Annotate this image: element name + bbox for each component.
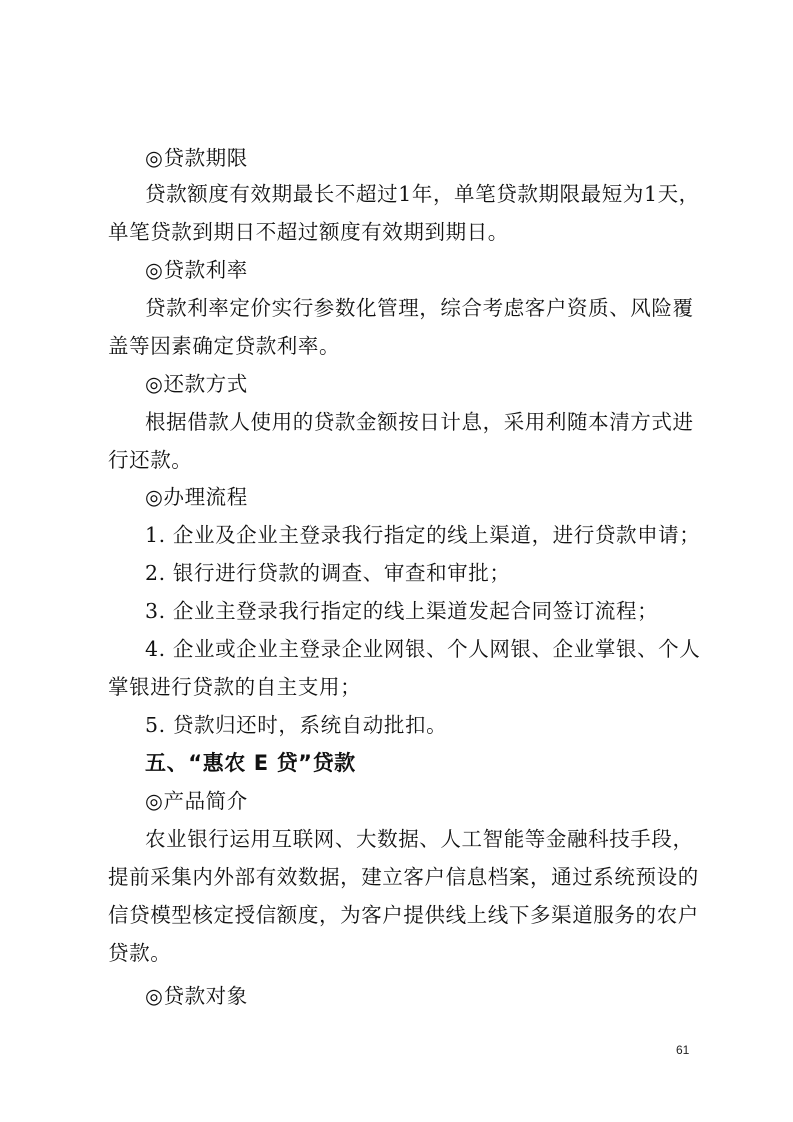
paragraph-line: 根据借款人使用的贷款金额按日计息，采用利随本清方式进: [145, 410, 694, 434]
process-step: 3. 企业主登录我行指定的线上渠道发起合同签订流程；: [145, 599, 659, 623]
paragraph-line: 盖等因素确定贷款利率。: [108, 334, 341, 358]
section-heading-process: ◎办理流程: [145, 485, 248, 509]
paragraph-line: 贷款额度有效期最长不超过1年，单笔贷款期限最短为1天，: [145, 182, 700, 206]
section-heading-repayment: ◎还款方式: [145, 372, 248, 396]
section-heading-product-intro: ◎产品简介: [145, 789, 248, 813]
paragraph-line: 行还款。: [108, 448, 193, 472]
process-step: 4. 企业或企业主登录企业网银、个人网银、企业掌银、个人: [145, 637, 701, 661]
section-heading-loan-rate: ◎贷款利率: [145, 258, 248, 282]
process-step: 5. 贷款归还时，系统自动批扣。: [145, 713, 448, 737]
paragraph-line: 单笔贷款到期日不超过额度有效期到期日。: [108, 220, 509, 244]
chapter-heading: 五、“惠农 E 贷”贷款: [145, 751, 356, 775]
paragraph-line: 贷款。: [108, 941, 172, 965]
section-heading-loan-term: ◎贷款期限: [145, 146, 248, 170]
section-heading-loan-target: ◎贷款对象: [145, 984, 248, 1008]
paragraph-line: 贷款利率定价实行参数化管理，综合考虑客户资质、风险覆: [145, 296, 694, 320]
process-step: 2. 银行进行贷款的调查、审查和审批；: [145, 561, 511, 585]
page-number: 61: [676, 1043, 690, 1057]
process-step-continuation: 掌银进行贷款的自主支用；: [108, 675, 362, 699]
paragraph-line: 提前采集内外部有效数据，建立客户信息档案，通过系统预设的: [108, 865, 699, 889]
paragraph-line: 信贷模型核定授信额度，为客户提供线上线下多渠道服务的农户: [108, 903, 699, 927]
paragraph-line: 农业银行运用互联网、大数据、人工智能等金融科技手段，: [145, 827, 694, 851]
process-step: 1. 企业及企业主登录我行指定的线上渠道，进行贷款申请；: [145, 523, 701, 547]
